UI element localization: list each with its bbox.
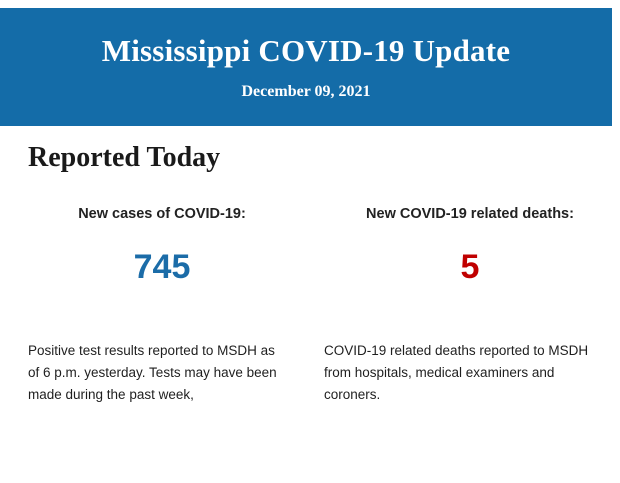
notes-row — [0, 340, 620, 406]
page-title: Mississippi COVID-19 Update — [101, 33, 511, 68]
stat-new-deaths-label: New COVID-19 related deaths: — [366, 206, 574, 222]
stat-new-cases-label: New cases of COVID-19: — [78, 206, 246, 222]
section-title-reported-today: Reported Today — [28, 142, 221, 173]
report-date: December 09, 2021 — [241, 83, 371, 100]
stat-new-cases — [0, 205, 310, 287]
stat-new-cases-note: Positive test results reported to MSDH as of 6 p.m. yesterday. Tests may have been made during the past week, — [28, 343, 277, 402]
stat-new-deaths-value: 5 — [460, 248, 480, 286]
stat-new-deaths-note: COVID-19 related deaths reported to MSDH from hospitals, medical examiners and coroners. — [324, 343, 589, 402]
header-banner — [0, 8, 612, 126]
stat-new-cases-value: 745 — [133, 248, 191, 286]
stat-new-deaths — [310, 205, 620, 287]
stats-row — [0, 205, 620, 287]
